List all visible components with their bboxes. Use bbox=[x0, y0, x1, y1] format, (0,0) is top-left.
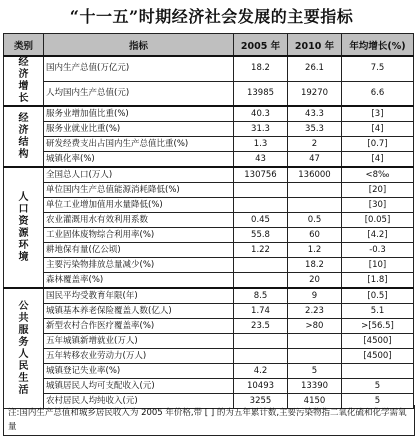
value-2010-cell: 9 bbox=[288, 288, 342, 304]
table-row bbox=[4, 228, 414, 243]
value-2010-cell: 4150 bbox=[288, 394, 342, 409]
value-2005-cell: 8.5 bbox=[234, 288, 288, 304]
value-2005-cell: 0.45 bbox=[234, 213, 288, 228]
value-2010-cell: 5 bbox=[288, 364, 342, 379]
value-2005-cell bbox=[234, 349, 288, 364]
value-2005-cell: 3255 bbox=[234, 394, 288, 409]
growth-cell: [4] bbox=[342, 122, 414, 137]
table-row bbox=[4, 364, 414, 379]
table-row bbox=[4, 167, 414, 183]
indicator-cell: 城镇居民人均可支配收入(元) bbox=[44, 379, 234, 394]
value-2005-cell: 10493 bbox=[234, 379, 288, 394]
value-2005-cell bbox=[234, 258, 288, 273]
growth-cell: [0.5] bbox=[342, 288, 414, 304]
growth-cell: [30] bbox=[342, 198, 414, 213]
value-2005-cell: 31.3 bbox=[234, 122, 288, 137]
growth-cell: 7.5 bbox=[342, 56, 414, 81]
table-row bbox=[4, 273, 414, 289]
value-2005-cell bbox=[234, 334, 288, 349]
growth-cell: [0.7] bbox=[342, 137, 414, 152]
category-cell bbox=[4, 167, 44, 288]
value-2005-cell: 43 bbox=[234, 152, 288, 168]
table-row bbox=[4, 183, 414, 198]
indicators-table bbox=[3, 33, 414, 409]
indicator-cell: 森林覆盖率(%) bbox=[44, 273, 234, 289]
table-body bbox=[4, 56, 414, 409]
indicator-cell: 全国总人口(万人) bbox=[44, 167, 234, 183]
category-label: 经济结构 bbox=[18, 112, 29, 160]
growth-cell: [4500] bbox=[342, 349, 414, 364]
indicator-cell: 单位国内生产总值能源消耗降低(%) bbox=[44, 183, 234, 198]
value-2010-cell bbox=[288, 349, 342, 364]
value-2010-cell: 18.2 bbox=[288, 258, 342, 273]
indicator-cell: 城镇登记失业率(%) bbox=[44, 364, 234, 379]
indicator-cell: 农村居民人均纯收入(元) bbox=[44, 394, 234, 409]
value-2010-cell: 43.3 bbox=[288, 106, 342, 122]
value-2010-cell bbox=[288, 183, 342, 198]
value-2005-cell: 18.2 bbox=[234, 56, 288, 81]
growth-cell: 5 bbox=[342, 379, 414, 394]
growth-cell: [4500] bbox=[342, 334, 414, 349]
growth-cell: [20] bbox=[342, 183, 414, 198]
indicator-cell: 人均国内生产总值(元) bbox=[44, 81, 234, 106]
value-2005-cell: 23.5 bbox=[234, 319, 288, 334]
header-2005: 2005 年 bbox=[234, 34, 288, 57]
category-label: 公共服务人民生活 bbox=[18, 300, 29, 396]
category-cell bbox=[4, 288, 44, 409]
growth-cell: [4.2] bbox=[342, 228, 414, 243]
growth-cell: 5 bbox=[342, 394, 414, 409]
indicator-cell: 城镇化率(%) bbox=[44, 152, 234, 168]
indicator-cell: 新型农村合作医疗覆盖率(%) bbox=[44, 319, 234, 334]
header-category: 类别 bbox=[4, 34, 44, 57]
indicator-cell: 五年转移农业劳动力(万人) bbox=[44, 349, 234, 364]
table-row bbox=[4, 106, 414, 122]
growth-cell: >[56.5] bbox=[342, 319, 414, 334]
table-row bbox=[4, 349, 414, 364]
value-2010-cell: 47 bbox=[288, 152, 342, 168]
category-label: 人口资源环境 bbox=[18, 191, 29, 263]
value-2005-cell bbox=[234, 198, 288, 213]
table-title: “十一五”时期经济社会发展的主要指标 bbox=[69, 7, 354, 26]
indicator-cell: 服务业就业比重(%) bbox=[44, 122, 234, 137]
table-row bbox=[4, 122, 414, 137]
value-2010-cell: 1.2 bbox=[288, 243, 342, 258]
value-2005-cell bbox=[234, 183, 288, 198]
value-2010-cell: 2.23 bbox=[288, 304, 342, 319]
table-row bbox=[4, 319, 414, 334]
growth-cell: [3] bbox=[342, 106, 414, 122]
value-2005-cell: 130756 bbox=[234, 167, 288, 183]
value-2005-cell: 1.74 bbox=[234, 304, 288, 319]
value-2010-cell: 2 bbox=[288, 137, 342, 152]
table-row bbox=[4, 152, 414, 168]
value-2010-cell: 19270 bbox=[288, 81, 342, 106]
header-indicator: 指标 bbox=[44, 34, 234, 57]
indicator-cell: 研发经费支出占国内生产总值比重(%) bbox=[44, 137, 234, 152]
growth-cell: -0.3 bbox=[342, 243, 414, 258]
footnote: 注:国内生产总值和城乡居民收入为 2005 年价格,带 [ ] 的为五年累计数,主要污染物指二氧化硫和化学需氧量 bbox=[3, 405, 415, 436]
indicator-cell: 工业固体废物综合利用率(%) bbox=[44, 228, 234, 243]
value-2005-cell: 13985 bbox=[234, 81, 288, 106]
indicator-cell: 主要污染物排放总量减少(%) bbox=[44, 258, 234, 273]
growth-cell: [10] bbox=[342, 258, 414, 273]
indicator-cell: 国内生产总值(万亿元) bbox=[44, 56, 234, 81]
indicator-cell: 服务业增加值比重(%) bbox=[44, 106, 234, 122]
table-row bbox=[4, 243, 414, 258]
value-2005-cell: 1.3 bbox=[234, 137, 288, 152]
header-growth: 年均增长(%) bbox=[342, 34, 414, 57]
table-row bbox=[4, 213, 414, 228]
growth-cell: [4] bbox=[342, 152, 414, 168]
indicator-cell: 耕地保有量(亿公顷) bbox=[44, 243, 234, 258]
table-row bbox=[4, 379, 414, 394]
indicator-cell: 五年城镇新增就业(万人) bbox=[44, 334, 234, 349]
table-row bbox=[4, 258, 414, 273]
value-2010-cell: 0.5 bbox=[288, 213, 342, 228]
value-2005-cell: 40.3 bbox=[234, 106, 288, 122]
value-2005-cell: 1.22 bbox=[234, 243, 288, 258]
value-2010-cell: 136000 bbox=[288, 167, 342, 183]
value-2010-cell: 35.3 bbox=[288, 122, 342, 137]
growth-cell: [0.05] bbox=[342, 213, 414, 228]
growth-cell: 5.1 bbox=[342, 304, 414, 319]
indicator-cell: 国民平均受教育年限(年) bbox=[44, 288, 234, 304]
value-2005-cell bbox=[234, 273, 288, 289]
category-cell bbox=[4, 56, 44, 106]
table-row bbox=[4, 198, 414, 213]
value-2010-cell: 60 bbox=[288, 228, 342, 243]
value-2010-cell bbox=[288, 198, 342, 213]
value-2010-cell bbox=[288, 334, 342, 349]
table-row bbox=[4, 56, 414, 81]
indicator-cell: 城镇基本养老保险覆盖人数(亿人) bbox=[44, 304, 234, 319]
category-cell bbox=[4, 106, 44, 167]
value-2010-cell: 20 bbox=[288, 273, 342, 289]
indicator-cell: 单位工业增加值用水量降低(%) bbox=[44, 198, 234, 213]
growth-cell bbox=[342, 364, 414, 379]
growth-cell: [1.8] bbox=[342, 273, 414, 289]
table-row bbox=[4, 81, 414, 106]
indicator-cell: 农业灌溉用水有效利用系数 bbox=[44, 213, 234, 228]
header-2010: 2010 年 bbox=[288, 34, 342, 57]
value-2010-cell: 26.1 bbox=[288, 56, 342, 81]
table-row bbox=[4, 304, 414, 319]
value-2005-cell: 4.2 bbox=[234, 364, 288, 379]
growth-cell: <8‰ bbox=[342, 167, 414, 183]
value-2005-cell: 55.8 bbox=[234, 228, 288, 243]
header-row bbox=[4, 34, 414, 57]
category-label: 经济增长 bbox=[18, 57, 29, 104]
growth-cell: 6.6 bbox=[342, 81, 414, 106]
value-2010-cell: >80 bbox=[288, 319, 342, 334]
table-row bbox=[4, 334, 414, 349]
table-row bbox=[4, 288, 414, 304]
value-2010-cell: 13390 bbox=[288, 379, 342, 394]
table-row bbox=[4, 137, 414, 152]
